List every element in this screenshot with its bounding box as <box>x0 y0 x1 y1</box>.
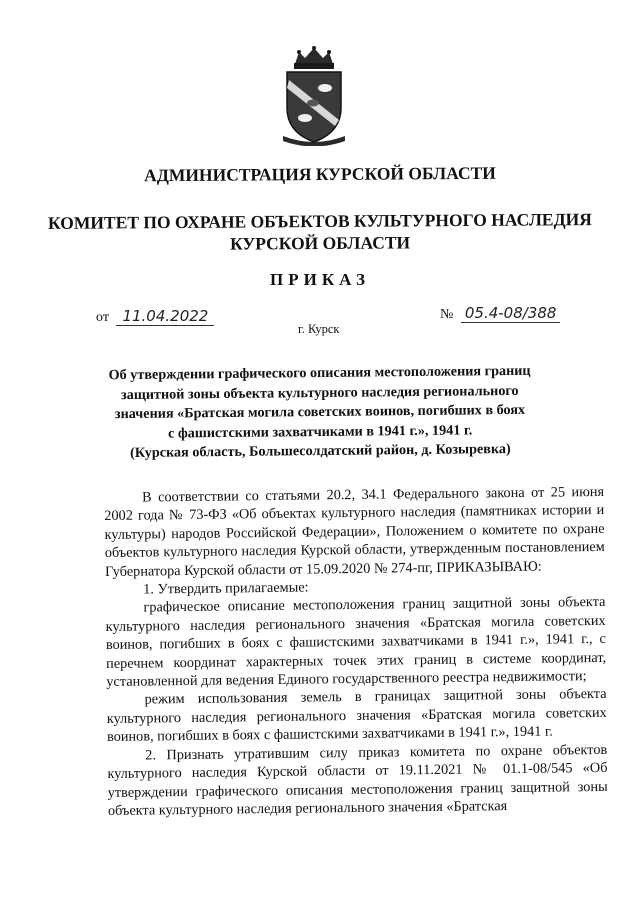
subject-line: с фашистскими захватчиками в 1941 г.», 1941 г. <box>167 421 473 442</box>
document-type: ПРИКАЗ <box>270 270 370 289</box>
body-paragraph: 2. Признать утратившим силу приказ комитета по охране объектов культурного наследия Курской области от 19.11.2021 № 01.1-08/545 «Об утверждении графического описания местоположения границ защитной зоны объекта культурного наследия регионального значения «Братская <box>107 741 608 819</box>
number-value: 05.4-08/388 <box>461 304 561 323</box>
order-number <box>440 304 560 323</box>
date-value: 11.04.2022 <box>116 307 214 326</box>
subject-line: защитной зоны объекта культурного наследия регионального <box>120 382 519 403</box>
body-paragraph: В соответствии со статьями 20.2, 34.1 Федерального закона от 25 июня 2002 года № 73-ФЗ «Об объектах культурного наследия (памятниках истории и культуры) народов Российской Федерации», Положением о комитете по охране объектов культурного наследия Курской области, утвержденным постановлением Губернатора Курской области от 15.09.2020 № 274-пг, ПРИКАЗЫВАЮ: <box>104 483 605 580</box>
committee-title <box>0 208 640 256</box>
date-prefix: от <box>96 310 109 325</box>
order-body <box>104 483 608 820</box>
city-label: г. Курск <box>298 322 340 336</box>
subject-line: (Курская область, Большесолдатский район, д. Козыревка) <box>130 441 511 461</box>
order-date <box>96 307 214 326</box>
number-prefix: № <box>440 307 454 322</box>
body-paragraph: 1. Утвердить прилагаемые: <box>143 579 309 598</box>
subject-line: Об утверждении графического описания местоположения границ <box>108 362 531 384</box>
kursk-coat-of-arms-icon <box>275 46 353 146</box>
committee-title-line1: КОМИТЕТ ПО ОХРАНЕ ОБЪЕКТОВ КУЛЬТУРНОГО НАСЛЕДИЯ <box>47 209 592 233</box>
body-paragraph: режим использования земель в границах защитной зоны объекта культурного наследия регионального значения «Братская могила советских воинов, погибших в боях с фашистскими захватчиками в 1941 г.», 1941 г. <box>106 686 607 746</box>
body-paragraph: графическое описание местоположения границ защитной зоны объекта культурного наследия регионального значения «Братская могила советских воинов, погибших в боях с фашистскими захватчиками в 1941 г.», 1941 г., с перечнем координат характерных точек этих границ в системе координат, установленной для ведения Единого государственного реестра недвижимости; <box>105 594 607 691</box>
administration-title: АДМИНИСТРАЦИЯ КУРСКОЙ ОБЛАСТИ <box>144 162 496 186</box>
subject-line: значения «Братская могила советских воинов, погибших в боях <box>114 401 526 423</box>
order-subject <box>0 361 640 465</box>
committee-title-line2: КУРСКОЙ ОБЛАСТИ <box>229 232 411 254</box>
